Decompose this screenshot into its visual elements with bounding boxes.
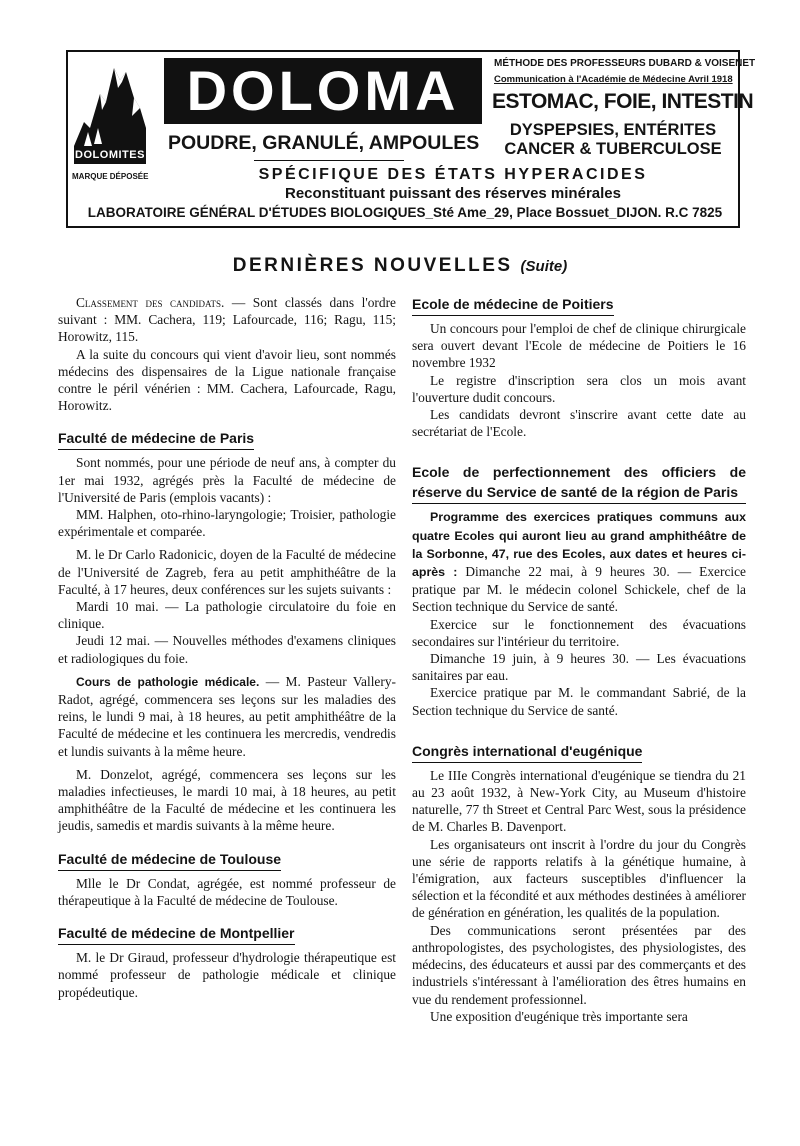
mountain-logo — [72, 58, 149, 182]
perfectionnement-paragraph: Exercice sur le fonctionnement des évacuations secondaires sur l'intérieur du territoire. — [412, 616, 746, 649]
perfectionnement-paragraph: Exercice pratique par M. le commandant Sabrié, de la Section technique du Service de santé. — [412, 685, 746, 718]
logo-note: MARQUE DÉPOSÉE — [72, 172, 149, 181]
eugenique-paragraph: Des communications seront présentées par des anthropologistes, des psychologistes, des physiologistes, des médecins, des éducateurs et aussi par des commerçants et des industriels s'intéressant à l'amélioration des êtres humains en vue du rendement professionnel. — [412, 922, 746, 1007]
left-column — [58, 294, 396, 1001]
page-title-text: DERNIÈRES NOUVELLES — [232, 255, 513, 276]
classement-paragraph — [58, 294, 396, 346]
heading-toulouse: Faculté de médecine de Toulouse — [58, 849, 281, 871]
indications-line-2: CANCER & TUBERCULOSE — [504, 140, 722, 158]
programme-tail: Dimanche 22 mai, à 9 heures 30. — Exercice pratique par M. le médecin colonel Schickele, chef de la Section technique du Service de santé. — [412, 564, 746, 615]
heading-montpellier: Faculté de médecine de Montpellier — [58, 923, 295, 945]
poitiers-paragraph: Les candidats devront s'inscrire avant cette date au secrétariat de l'Ecole. — [412, 407, 746, 440]
montpellier-paragraph: M. le Dr Giraud, professeur d'hydrologie thérapeutique est nommé professeur de pathologie médicale et clinique propédeutique. — [58, 950, 396, 1000]
mountain-icon — [74, 58, 146, 148]
forms-divider — [254, 160, 404, 161]
section-heading — [412, 294, 746, 316]
heading-eugenique: Congrès international d'eugénique — [412, 741, 642, 763]
page-title-suite: (Suite) — [520, 258, 568, 275]
method-line: MÉTHODE DES PROFESSEURS DUBARD & VOISENET — [494, 58, 756, 69]
toulouse-paragraph: Mlle le Dr Condat, agrégée, est nommé professeur de thérapeutique à la Faculté de médecine de Toulouse. — [58, 875, 396, 908]
perfectionnement-paragraph: Dimanche 19 juin, à 9 heures 30. — Les évacuations sanitaires par eau. — [412, 651, 746, 684]
perfectionnement-paragraph — [412, 508, 746, 615]
poitiers-paragraph: Un concours pour l'emploi de chef de clinique chirurgicale sera ouvert devant l'Ecole de médecine de Poitiers le 16 novembre 1932 — [412, 321, 746, 371]
poitiers-paragraph: Le registre d'inscription sera clos un mois avant l'ouverture dudit concours. — [412, 372, 746, 405]
classement-runin: Classement des candidats. — [76, 295, 225, 310]
paris-paragraph: Jeudi 12 mai. — Nouvelles méthodes d'examens cliniques et radiologiques du foie. — [58, 633, 396, 666]
page-title — [0, 255, 800, 277]
eugenique-paragraph: Le IIIe Congrès international d'eugénique se tiendra du 21 au 23 août 1932, à New-York City, au Museum d'histoire naturelle, 77 th Street et Central Parc West, sous la présidence de M. Charles B. Davenport. — [412, 767, 746, 835]
heading-perfectionnement: Ecole de perfectionnement des officiers de réserve du Service de santé de la région de Paris — [412, 462, 746, 504]
reconstituant-line: Reconstituant puissant des réserves minérales — [285, 185, 621, 202]
eugenique-paragraph: Une exposition d'eugénique très importante sera — [430, 1008, 688, 1024]
cours-text: — M. Pasteur Vallery-Radot, agrégé, commencera ses leçons sur les maladies des reins, le lundi 9 mai, à 18 heures, au petit amphithéâtre de la Faculté de médecine et les continuera les mercredis, vendredis et lundis suivants à la même heure. — [58, 673, 396, 759]
logo-label: DOLOMITES — [74, 146, 146, 164]
communication-line: Communication à l'Académie de Médecine Avril 1918 — [494, 74, 733, 85]
brand-name: DOLOMA — [164, 58, 482, 124]
section-heading — [412, 462, 746, 504]
heading-paris: Faculté de médecine de Paris — [58, 428, 254, 450]
programme-lead: Programme des exercices pratiques communs aux quatre Ecoles qui auront lieu au grand amphithéâtre de la Sorbonne, 47, rue des Ecoles, aux dates et heures ci-après : — [412, 510, 746, 580]
section-heading — [58, 428, 396, 450]
dispensaires-paragraph: A la suite du concours qui vient d'avoir lieu, sont nommés médecins des dispensaires de la Ligue nationale française contre le péril vénérien : MM. Cachera, Lafourcade, Ragu, Horowitz. — [58, 346, 396, 414]
laboratory-line: LABORATOIRE GÉNÉRAL D'ÉTUDES BIOLOGIQUES_Sté Ame_29, Place Bossuet_DIJON. R.C 7825 — [87, 205, 723, 220]
paris-paragraph — [58, 673, 396, 760]
classement-text: — Sont classés dans l'ordre suivant : MM. Cachera, 119; Lafourcade, 116; Ragu, 115; Horowitz, 115. — [58, 295, 396, 345]
heading-poitiers: Ecole de médecine de Poitiers — [412, 294, 614, 316]
paris-paragraph: M. Donzelot, agrégé, commencera ses leçons sur les maladies infectieuses, le mardi 10 mai, à 18 heures, au petit amphithéâtre de la Faculté de médecine et les continuera les jeudis, samedis et mardis suivants à la même heure. — [58, 766, 396, 834]
eugenique-paragraph: Les organisateurs ont inscrit à l'ordre du jour du Congrès une série de rapports relatifs à la génétique humaine, à l'émigration, aux facteurs susceptibles d'influencer la sélection et la fécondité et aux méthodes destinées à améliorer de génération en génération, les qualités de la population. — [412, 836, 746, 921]
product-forms: POUDRE, GRANULÉ, AMPOULES — [168, 132, 480, 154]
paris-paragraph: MM. Halphen, oto-rhino-laryngologie; Troisier, pathologie expérimentale et comparée. — [58, 507, 396, 540]
section-heading — [58, 849, 396, 871]
organs-line: ESTOMAC, FOIE, INTESTIN — [492, 90, 754, 113]
doloma-advert — [66, 50, 756, 228]
section-heading — [412, 741, 746, 763]
indications-line-1: DYSPEPSIES, ENTÉRITES — [509, 121, 717, 139]
specific-line: SPÉCIFIQUE DES ÉTATS HYPERACIDES — [258, 166, 648, 183]
right-column — [412, 294, 746, 1025]
paris-paragraph: Mardi 10 mai. — La pathologie circulatoire du foie en clinique. — [58, 599, 396, 632]
paris-paragraph: M. le Dr Carlo Radonicic, doyen de la Faculté de médecine de l'Université de Zagreb, fera au petit amphithéâtre de la Faculté, à 17 heures, deux conférences sur les sujets suivants : — [58, 547, 396, 597]
cours-runin: Cours de pathologie médicale. — [76, 674, 260, 689]
paris-paragraph: Sont nommés, pour une période de neuf ans, à compter du 1er mai 1932, agrégés près la Faculté de médecine de l'Université de Paris (emplois vacants) : — [58, 455, 396, 505]
section-heading — [58, 923, 396, 945]
